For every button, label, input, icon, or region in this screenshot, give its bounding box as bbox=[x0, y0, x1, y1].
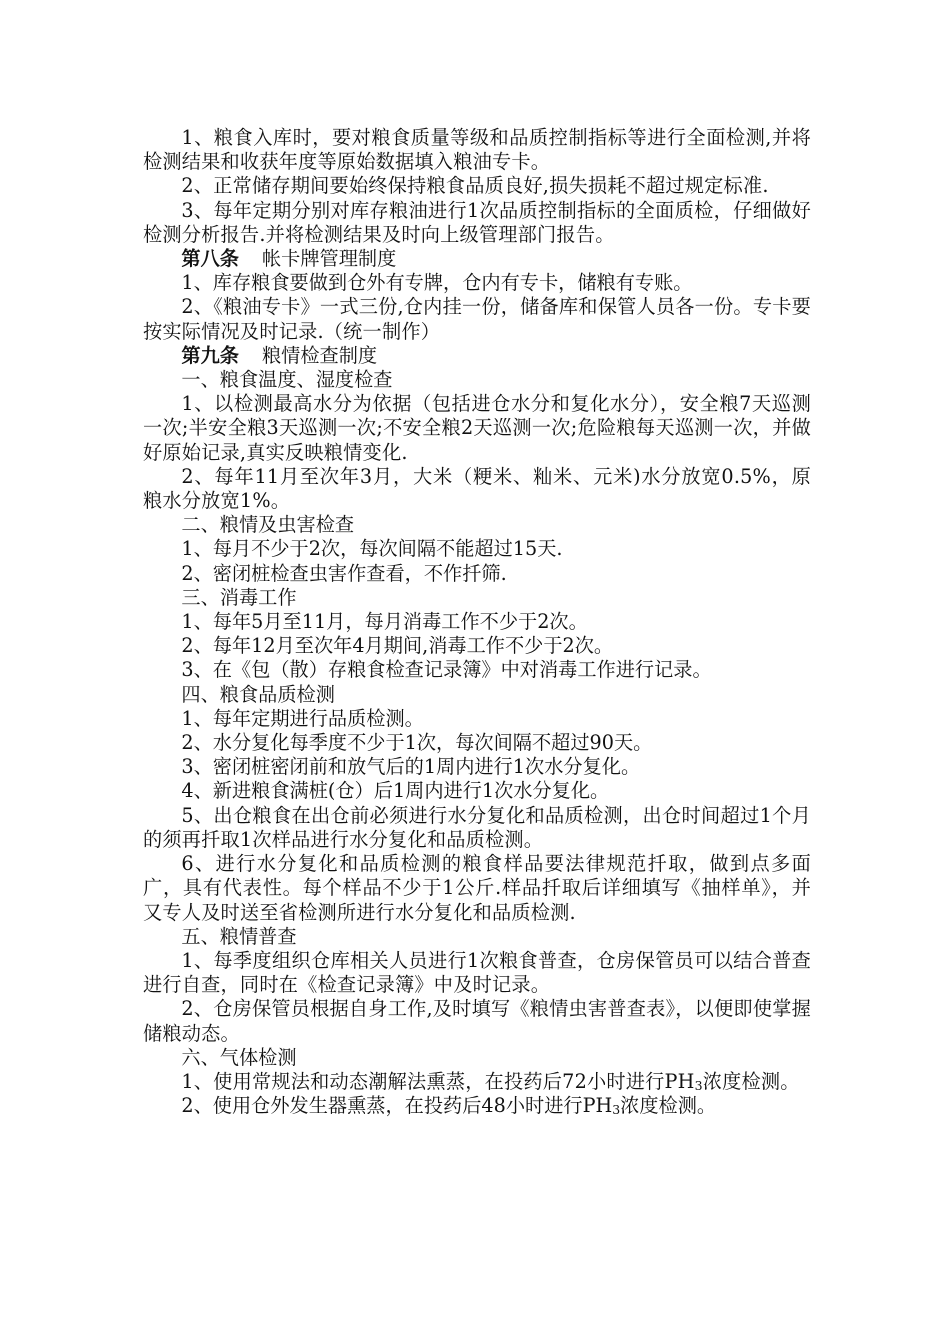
article-label: 第八条 bbox=[181, 247, 239, 271]
paragraph: 5、出仓粮食在出仓前必须进行水分复化和品质检测，出仓时间超过1个月的须再扦取1次样品进行水分复化和品质检测。 bbox=[143, 803, 811, 851]
paragraph: 1、以检测最高水分为依据（包括进仓水分和复化水分），安全粮7天巡测一次;半安全粮3天巡测一次;不安全粮2天巡测一次;危险粮每天巡测一次，并做好原始记录,真实反映粮情变化. bbox=[143, 392, 811, 464]
article-heading-9 bbox=[143, 344, 811, 368]
article-label: 第九条 bbox=[181, 343, 239, 367]
paragraph: 2、《粮油专卡》一式三份,仓内挂一份，储备库和保管人员各一份。专卡要按实际情况及时记录.（统一制作） bbox=[143, 295, 811, 343]
article-title: 帐卡牌管理制度 bbox=[261, 247, 397, 271]
section-heading: 一、粮食温度、湿度检查 bbox=[181, 368, 393, 392]
paragraph: 2、每年11月至次年3月，大米（粳米、籼米、元米)水分放宽0.5%，原粮水分放宽1%。 bbox=[143, 464, 811, 513]
document-page bbox=[143, 126, 811, 1118]
paragraph: 1、每季度组织仓库相关人员进行1次粮食普查，仓房保管员可以结合普查进行自查，同时在《检查记录簿》中及时记录。 bbox=[143, 948, 811, 997]
paragraph: 2、密闭桩检查虫害作查看，不作扦筛. bbox=[181, 561, 507, 585]
paragraph: 6、进行水分复化和品质检测的粮食样品要法律规范扦取，做到点多面广，具有代表性。每个样品不少于1公斤.样品扦取后详细填写《抽样单》，并又专人及时送至省检测所进行水分复化和品质检测. bbox=[143, 852, 811, 924]
paragraph: 1、每年定期进行品质检测。 bbox=[181, 706, 424, 730]
paragraph: 2、水分复化每季度不少于1次，每次间隔不超过90天。 bbox=[181, 731, 653, 755]
paragraph: 1、库存粮食要做到仓外有专牌，仓内有专卡，储粮有专账。 bbox=[181, 271, 693, 295]
paragraph: 2、正常储存期间要始终保持粮食品质良好,损失损耗不超过规定标准. bbox=[181, 174, 769, 198]
paragraph: 3、密闭桩密闭前和放气后的1周内进行1次水分复化。 bbox=[181, 755, 641, 779]
paragraph bbox=[143, 1094, 811, 1118]
text-run: 2、使用仓外发生器熏蒸，在投药后48小时进行PH bbox=[181, 1094, 613, 1118]
article-heading-8 bbox=[143, 247, 811, 271]
paragraph: 3、在《包（散）存粮食检查记录簿》中对消毒工作进行记录。 bbox=[181, 658, 712, 682]
text-run: 1、使用常规法和动态潮解法熏蒸，在投药后72小时进行PH bbox=[181, 1069, 695, 1093]
section-heading: 六、气体检测 bbox=[181, 1045, 297, 1069]
paragraph bbox=[143, 1070, 811, 1094]
section-heading: 四、粮食品质检测 bbox=[181, 682, 335, 706]
subscript: 3 bbox=[694, 1077, 703, 1093]
section-heading: 二、粮情及虫害检查 bbox=[181, 513, 355, 537]
section-heading: 五、粮情普查 bbox=[181, 924, 297, 948]
paragraph: 4、新进粮食满桩(仓）后1周内进行1次水分复化。 bbox=[181, 779, 610, 803]
section-heading: 三、消毒工作 bbox=[181, 585, 297, 609]
paragraph: 1、每月不少于2次，每次间隔不能超过15天. bbox=[181, 537, 563, 561]
paragraph: 2、仓房保管员根据自身工作,及时填写《粮情虫害普查表》，以便即使掌握储粮动态。 bbox=[143, 997, 811, 1045]
article-title: 粮情检查制度 bbox=[261, 343, 378, 367]
paragraph: 2、每年12月至次年4月期间,消毒工作不少于2次。 bbox=[181, 634, 614, 658]
paragraph: 1、每年5月至11月，每月消毒工作不少于2次。 bbox=[181, 610, 588, 634]
subscript: 3 bbox=[612, 1101, 621, 1117]
paragraph: 3、每年定期分别对库存粮油进行1次品质控制指标的全面质检，仔细做好检测分析报告.并将检测结果及时向上级管理部门报告。 bbox=[143, 198, 811, 246]
text-run: 浓度检测。 bbox=[702, 1069, 800, 1093]
paragraph: 1、粮食入库时，要对粮食质量等级和品质控制指标等进行全面检测,并将检测结果和收获年度等原始数据填入粮油专卡。 bbox=[143, 126, 811, 174]
text-run: 浓度检测。 bbox=[620, 1094, 717, 1118]
